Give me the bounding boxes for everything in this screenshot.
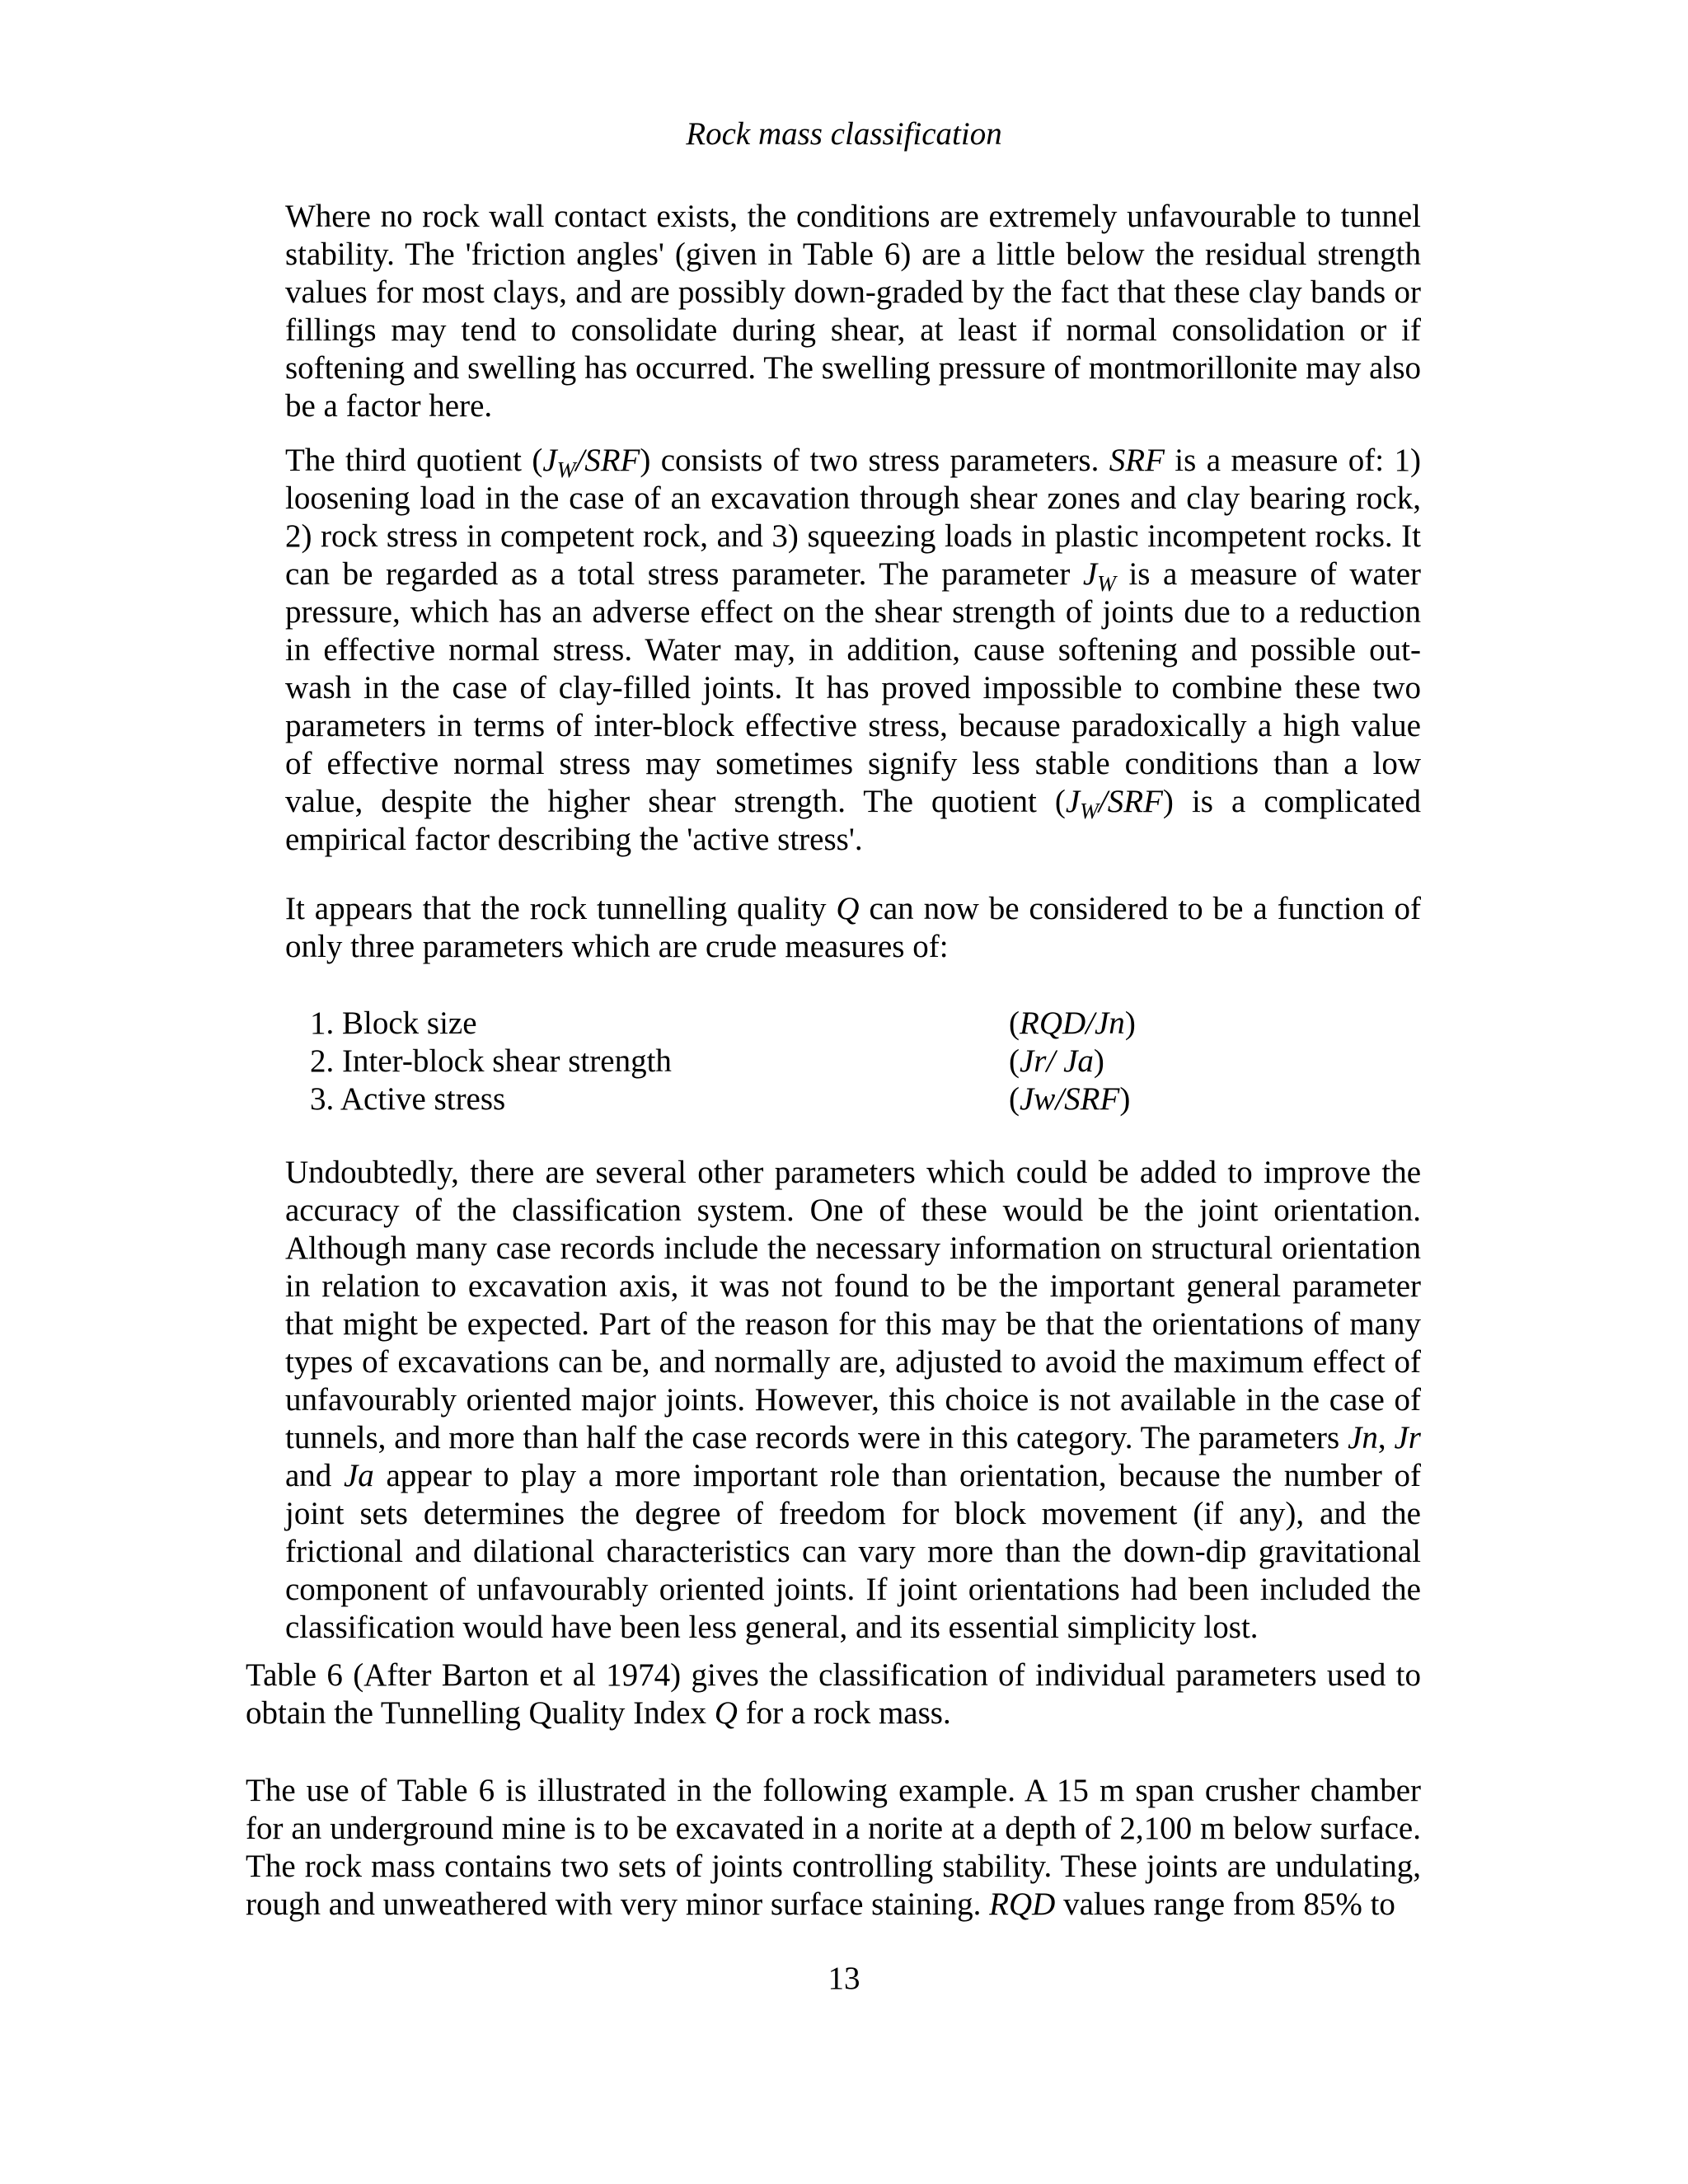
list-item — [310, 1005, 1217, 1043]
page-number: 13 — [828, 1961, 860, 1996]
srf-symbol: SRF — [1109, 443, 1165, 478]
paragraph-other-parameters: Undoubtedly, there are several other parameters which could be added to improve the accuracy of the classification system. One of these would be the joint orientation. Although many case records include the necessary information on structural orientation in relation to excavation axis, it was not found to be the important general parameter that might be expected. Part of the reason for this may be that the orientations of many types of excavations can be, and normally are, adjusted to avoid the maximum effect of unfavourably oriented major joints. However, this choice is not available in the case of tunnels, and more than half the case records were in this category. The parameters Jn, Jr and Ja appear to play a more important role than orientation, because the number of joint sets determines the degree of freedom for block movement (if any), and the frictional and dilational characteristics can vary more than the down-dip gravitational component of unfavourably oriented joints. If joint orientations had been included the classification would have been less general, and its essential simplicity lost. — [285, 1155, 1421, 1645]
measures-list — [310, 1005, 1217, 1118]
running-header: Rock mass classification — [686, 116, 1002, 152]
paragraph-table-6: Table 6 (After Barton et al 1974) gives the classification of individual parameters used to obtain the Tunnelling Quality Index Q for a rock mass. — [246, 1657, 1421, 1731]
measure-ratio: (Jr/ Ja) — [1009, 1043, 1104, 1079]
paragraph-third-quotient: The third quotient $(J_W/SRF)$ consists of two stress parameters. SRF is a measure of: 1) loosening load in the case of an excavation through shear zones and clay bearing rock, 2) rock stress in competent rock, and 3) squeezing loads in plastic incompetent rocks. It can be regarded as a total stress parameter. The parameter $J_W$ is a measure of water pressure, which has an adverse effect on the shear strength of joints due to a reduction in effective normal stress. Water may, in addition, cause softening and possible out-wash in the case of clay-filled joints. It has proved impossible to combine these two parameters in terms of inter-block effective stress, because paradoxically a high value of effective normal stress may sometimes signify less stable conditions than a low value, despite the higher shear strength. The quotient $(J_W/SRF)$ is a complicated empirical factor describing the 'active stress'. — [285, 443, 1421, 857]
jw-symbol: $J_W$ — [1082, 556, 1116, 597]
jw-symbol: $J_W$/SRF — [542, 443, 640, 483]
list-item — [310, 1043, 1217, 1080]
jw-srf-symbol: $J_W$/SRF — [1065, 784, 1163, 824]
measure-ratio: (Jw/SRF) — [1009, 1081, 1131, 1117]
paragraph-no-contact: Where no rock wall contact exists, the conditions are extremely unfavourable to tunnel stability. The 'friction angles' (given in Table 6) are a little below the residual strength values for most clays, and are possibly down-graded by the fact that these clay bands or fillings may tend to consolidate during shear, at least if normal consolidation or if softening and swelling has occurred. The swelling pressure of montmorillonite may also be a factor here. — [285, 199, 1421, 424]
measure-label: 2. Inter-block shear strength — [310, 1043, 672, 1079]
measure-label: 3. Active stress — [310, 1081, 506, 1117]
measure-label: 1. Block size — [310, 1005, 477, 1041]
q-symbol: Q — [836, 891, 860, 926]
list-item — [310, 1080, 1217, 1118]
measure-ratio: (RQD/Jn) — [1009, 1005, 1136, 1041]
paragraph-example: The use of Table 6 is illustrated in the following example. A 15 m span crusher chamber for an underground mine is to be excavated in a norite at a depth of 2,100 m below surface. The rock mass contains two sets of joints controlling stability. These joints are undulating, rough and unweathered with very minor surface staining. RQD values range from 85% to — [246, 1773, 1421, 1922]
paragraph-quality-q: It appears that the rock tunnelling quality Q can now be considered to be a function of only three parameters which are crude measures of: — [285, 891, 1421, 964]
